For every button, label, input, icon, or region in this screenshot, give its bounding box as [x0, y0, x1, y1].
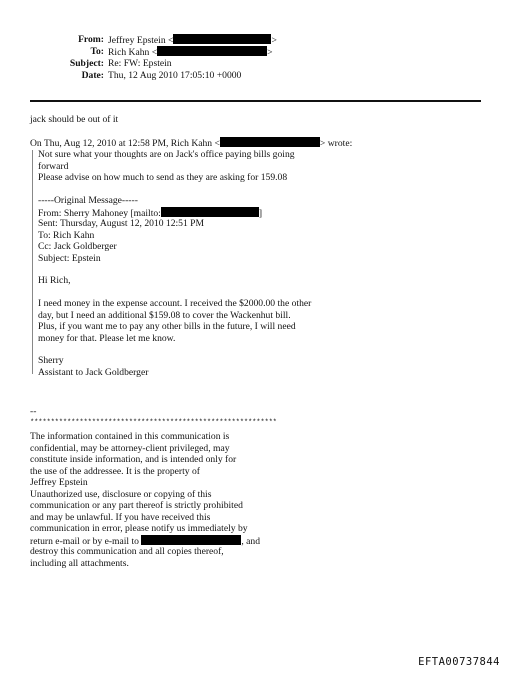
message-line: I need money in the expense account. I received the $2000.00 the other [38, 298, 312, 309]
original-from-prefix: From: Sherry Mahoney [mailto: [38, 207, 161, 219]
to-row [0, 46, 480, 58]
disclaimer-line: destroy this communication and all copies thereof, [30, 546, 224, 557]
subject-value: Re: FW: Epstein [108, 58, 172, 69]
greeting: Hi Rich, [38, 275, 71, 286]
quoted-line: forward [38, 160, 69, 172]
from-suffix: > [271, 35, 277, 46]
disclaimer-line: the use of the addressee. It is the property of [30, 465, 200, 477]
redaction-bar [157, 46, 267, 56]
document-id: EFTA00737844 [418, 656, 500, 668]
quote-bar [32, 150, 33, 374]
message-line: money for that. Please let me know. [38, 332, 176, 344]
attribution-prefix: On Thu, Aug 12, 2010 at 12:58 PM, Rich Kahn < [30, 138, 220, 149]
original-subject-line: Subject: Epstein [38, 252, 101, 264]
from-value: Jeffrey Epstein < [108, 35, 174, 46]
to-label: To: [90, 46, 104, 57]
to-value: Rich Kahn < [108, 47, 158, 58]
disclaimer-line: confidential, may be attorney-client privileged, may [30, 442, 230, 454]
attribution-suffix: > wrote: [319, 138, 353, 149]
quoted-line: Not sure what your thoughts are on Jack's office paying bills going [38, 149, 295, 160]
disclaimer-line: communication in error, please notify us immediately by [30, 523, 248, 534]
original-message-header: -----Original Message----- [38, 195, 138, 206]
email-line-prefix: return e-mail or by e-mail to [30, 535, 142, 547]
header-divider [30, 100, 481, 102]
original-to-line: To: Rich Kahn [38, 229, 95, 241]
quote-attribution [30, 137, 352, 150]
subject-row [0, 58, 480, 70]
from-label: From: [78, 34, 104, 45]
disclaimer-line: Unauthorized use, disclosure or copying of this [30, 488, 212, 500]
footer-stars: ************************************************************ [30, 419, 277, 427]
disclaimer-line: The information contained in this communication is [30, 431, 230, 442]
disclaimer-line: including all attachments. [30, 557, 129, 569]
disclaimer-line: constitute inside information, and is intended only for [30, 454, 237, 465]
original-sent-line: Sent: Thursday, August 12, 2010 12:51 PM [38, 218, 205, 229]
disclaimer-line: Jeffrey Epstein [30, 477, 88, 488]
message-line: Plus, if you want me to pay any other bills in the future, I will need [38, 321, 296, 332]
footer-dashes: -- [30, 406, 37, 417]
date-row [0, 70, 480, 82]
quoted-line: Please advise on how much to send as they are asking for 159.08 [38, 172, 288, 183]
date-label: Date: [81, 70, 104, 81]
redaction-bar [173, 34, 271, 44]
date-value: Thu, 12 Aug 2010 17:05:10 +0000 [108, 70, 242, 81]
disclaimer-line: and may be unlawful. If you have received this [30, 511, 211, 523]
signature-title: Assistant to Jack Goldberger [38, 366, 149, 378]
subject-label: Subject: [69, 58, 104, 69]
from-row [0, 34, 480, 46]
email-header [0, 34, 480, 86]
original-cc-line: Cc: Jack Goldberger [38, 241, 117, 252]
redaction-bar [161, 207, 259, 217]
original-from-suffix: ] [258, 207, 263, 219]
message-line: day, but I need an additional $159.08 to cover the Wackenhut bill. [38, 309, 291, 321]
email-line-suffix: , and [241, 535, 261, 547]
disclaimer-line: communication or any part thereof is strictly prohibited [30, 500, 243, 511]
to-suffix: > [267, 47, 273, 58]
redaction-bar [220, 137, 320, 147]
redaction-bar [141, 535, 241, 545]
reply-text: jack should be out of it [30, 114, 119, 125]
signature-name: Sherry [38, 355, 64, 366]
